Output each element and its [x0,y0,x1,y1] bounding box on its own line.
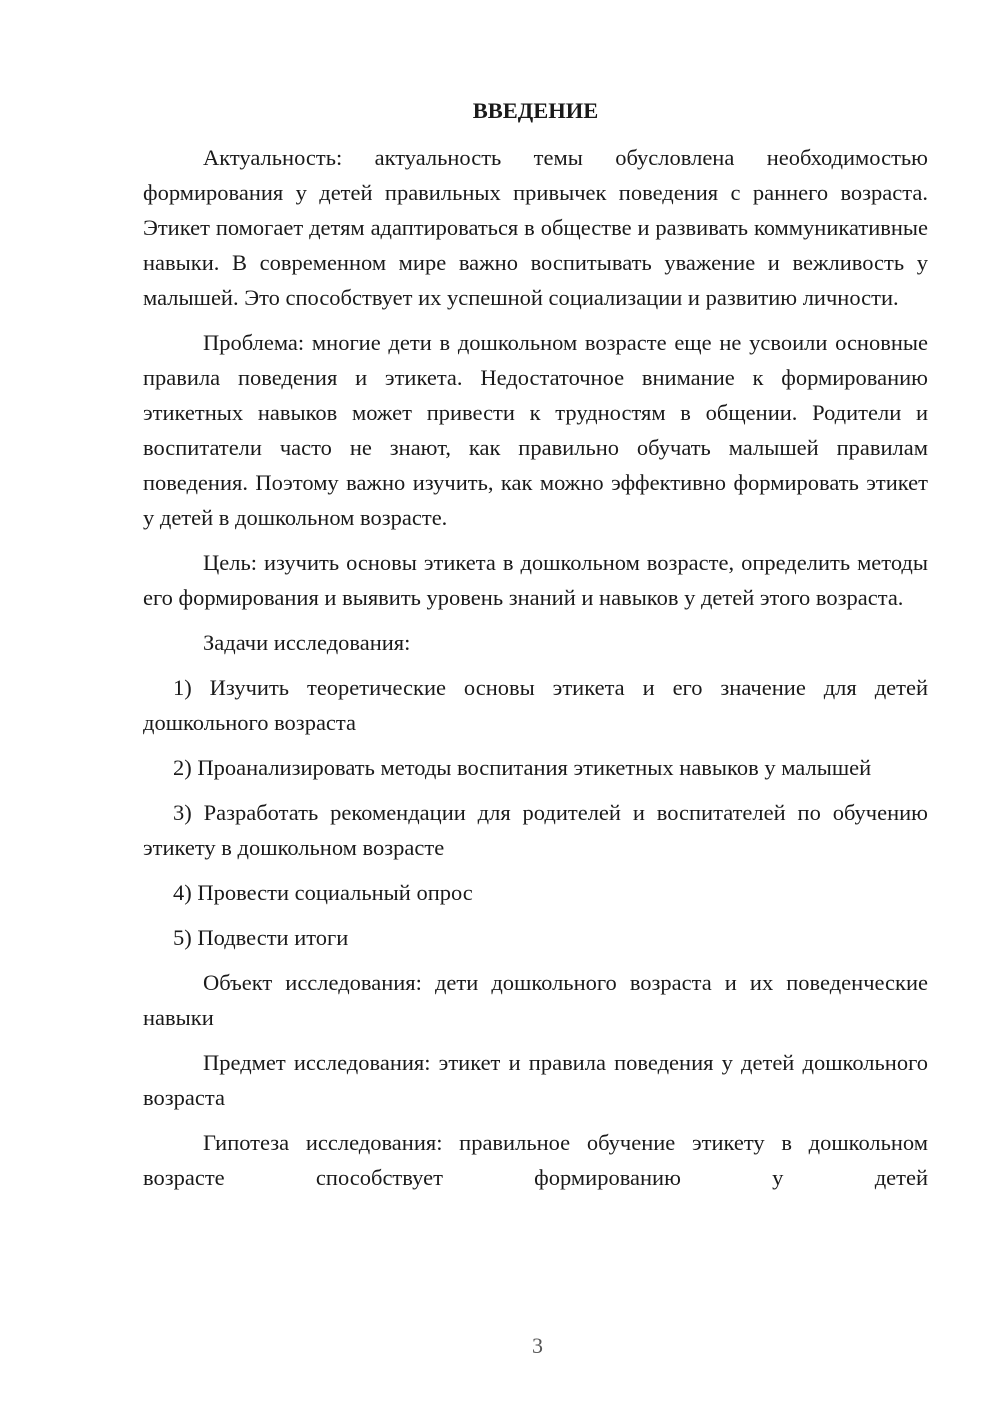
page-number: 3 [532,1333,543,1358]
document-page [143,93,928,1205]
task-list-item: 2) Проанализировать методы воспитания этикетных навыков у малышей [173,755,872,780]
task-list-item: 4) Провести социальный опрос [173,880,473,905]
subject-paragraph: Предмет исследования: этикет и правила поведения у детей дошкольного возраста [143,1050,928,1110]
task-list-item: 5) Подвести итоги [173,925,349,950]
page-title: ВВЕДЕНИЕ [472,98,599,123]
object-paragraph: Объект исследования: дети дошкольного возраста и их поведенческие навыки [143,970,928,1030]
goal-paragraph: Цель: изучить основы этикета в дошкольном возрасте, определить методы его формирования и выявить уровень знаний и навыков у детей этого возраста. [143,550,928,610]
hypothesis-paragraph: Гипотеза исследования: правильное обучение этикету в дошкольном возрасте способствует формированию у детей [143,1130,928,1190]
relevance-paragraph: Актуальность: актуальность темы обусловлена необходимостью формирования у детей правильных привычек поведения с раннего возраста. Этикет помогает детям адаптироваться в обществе и развивать коммуникативные навыки. В современном мире важно воспитывать уважение и вежливость у малышей. Это способствует их успешной социализации и развитию личности. [143,145,928,310]
task-list-item: 3) Разработать рекомендации для родителей и воспитателей по обучению этикету в дошкольном возрасте [143,800,928,860]
problem-paragraph: Проблема: многие дети в дошкольном возрасте еще не усвоили основные правила поведения и этикета. Недостаточное внимание к формированию этикетных навыков может привести к трудностям в общении. Родители и воспитатели часто не знают, как правильно обучать малышей правилам поведения. Поэтому важно изучить, как можно эффективно формировать этикет у детей в дошкольном возрасте. [143,330,928,530]
task-list-item: 1) Изучить теоретические основы этикета и его значение для детей дошкольного возраста [143,675,928,735]
tasks-title: Задачи исследования: [203,630,411,655]
